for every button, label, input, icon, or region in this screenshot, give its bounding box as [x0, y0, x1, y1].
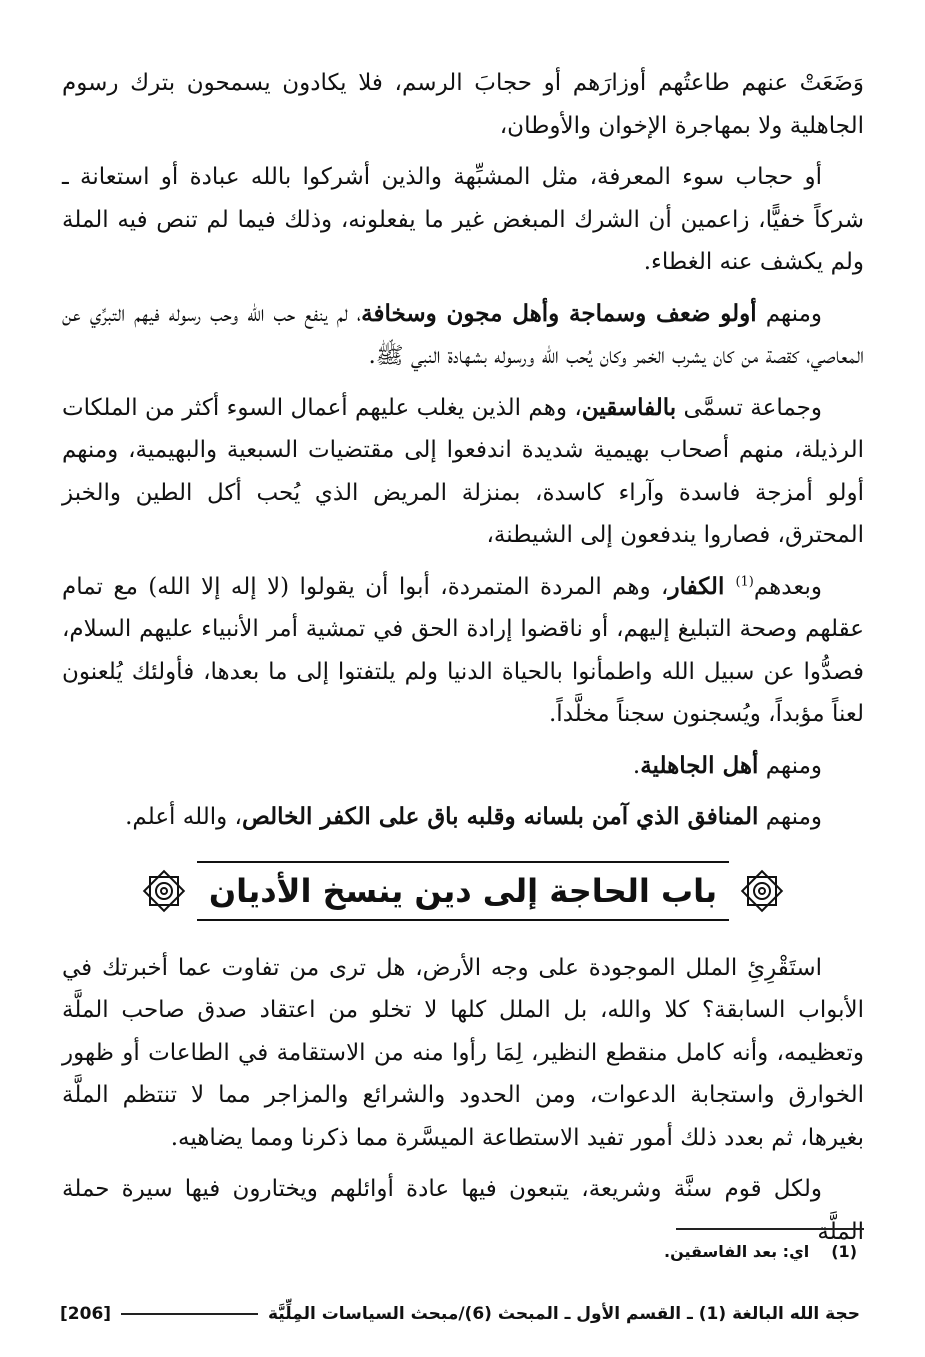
star-ornament-icon — [737, 866, 787, 916]
paragraph-6 — [62, 745, 864, 788]
paragraph-6-rest: . — [632, 752, 641, 779]
paragraph-4-start: وجماعة تسمَّى — [676, 394, 822, 421]
footnote-number: (1) — [831, 1242, 857, 1261]
paragraph-3-bold: أولو ضعف وسماجة وأهل مجون وسخافة — [361, 299, 757, 327]
footnote — [664, 1242, 857, 1261]
paragraph-5-rest: ، وهم المردة المتمردة، أبوا أن يقولوا (لا إله إلا الله) مع تمام عقلهم وصحة التبليغ إليهم، أو ناقضوا إرادة الحق في تمشية أمر الأنبياء عليهم السلام، فصدُّوا عن سبيل الله واطمأنوا بالحياة الدنيا ولم يلتفتوا إلى ما بعدها، فأولئك يُلعنون لعناً مؤبداً، ويُسجنون سجناً مخلَّداً. — [62, 573, 864, 727]
running-footer — [60, 1304, 860, 1324]
paragraph-4-bold: بالفاسقين — [581, 393, 677, 421]
paragraph-7 — [62, 796, 864, 839]
paragraph-8 — [62, 947, 864, 1160]
paragraph-6-bold: أهل الجاهلية — [640, 751, 759, 779]
chapter-heading — [62, 861, 864, 921]
paragraph-5 — [62, 566, 864, 736]
footnote-text: اي: بعد الفاسقين. — [663, 1242, 810, 1261]
paragraph-3 — [62, 293, 864, 378]
paragraph-6-start: ومنهم — [758, 752, 822, 779]
paragraph-1-text: وَضَعَتْ عنهم طاعتُهم أوزارَهم أو حجابَ الرسم، فلا يكادون يسمحون بترك رسوم الجاهلية ولا بمهاجرة الإخوان والأوطان، — [62, 70, 864, 139]
paragraph-4-rest: ، وهم الذين يغلب عليهم أعمال السوء أكثر من الملكات الرذيلة، منهم أصحاب بهيمية شديدة اندفعوا إلى مقتضيات السبعية والبهيمية، ومنهم أولو أمزجة فاسدة وآراء كاسدة، بمنزلة المريض الذي يُحب أكل الطين والخبز المحترق، فصاروا يندفعون إلى الشيطنة، — [62, 394, 864, 548]
paragraph-8-text: استَقْرِئِ الملل الموجودة على وجه الأرض، هل ترى من تفاوت عما أخبرتك في الأبواب السابقة؟ كلا والله، بل الملل كلها لا تخلو من اعتقاد صدق صاحب الملَّة وتعظيمه، وأنه كامل منقطع النظير، لِمَا رأوا منه من الاستقامة في الطاعات أو ظهور الخوارق واستجابة الدعوات، ومن الحدود والشرائع والمزاجر مما لا تنتظم الملَّة بغيرها، ثم بعدد ذلك أمور تفيد الاستطاعة الميسَّرة مما ذكرنا ومما يضاهيه. — [62, 954, 864, 1151]
page-body — [62, 62, 864, 1262]
paragraph-3-start: ومنهم — [756, 300, 822, 327]
page-number: [206] — [60, 1304, 112, 1324]
paragraph-2 — [62, 156, 864, 284]
paragraph-9-text: ولكل قوم سنَّة وشريعة، يتبعون فيها عادة أوائلهم ويختارون فيها سيرة حملة الملَّة — [62, 1176, 864, 1245]
footnote-separator — [676, 1228, 864, 1230]
paragraph-3-rest: ، لم ينفع حب الله وحب رسوله فيهم التبرِّي عن المعاصي، كقصة من كان يشرب الخمر وكان يُحب الله ورسوله بشهادة النبي ﷺ. — [62, 300, 864, 369]
paragraph-7-start: ومنهم — [758, 804, 822, 830]
chapter-heading-title: باب الحاجة إلى دين ينسخ الأديان — [197, 861, 729, 921]
footnote-reference[interactable]: (1) — [735, 573, 754, 589]
footer-book-title: حجة الله البالغة (1) ـ القسم الأول ـ المبحث (6)/مبحث السياسات المِلِّيَّة — [267, 1304, 860, 1324]
paragraph-7-bold: المنافق الذي آمن بلسانه وقلبه باق على الكفر الخالص — [241, 803, 759, 830]
paragraph-9 — [62, 1168, 864, 1253]
paragraph-2-text: أو حجاب سوء المعرفة، مثل المشبِّهة والذين أشركوا بالله عبادة أو استعانة ـ شركاً خفيًّا، زاعمين أن الشرك المبغض غير ما يفعلونه، وذلك فيما لم تنص فيه الملة ولم يكشف عنه الغطاء. — [62, 164, 864, 275]
footer-rule — [121, 1313, 258, 1315]
paragraph-7-rest: ، والله أعلم. — [125, 804, 242, 830]
paragraph-5-start: وبعدهم — [753, 573, 822, 600]
paragraph-4 — [62, 387, 864, 557]
paragraph-1 — [62, 62, 864, 147]
paragraph-5-bold: الكفار — [668, 572, 736, 600]
chapter-heading-box — [139, 861, 787, 921]
star-ornament-icon — [139, 866, 189, 916]
